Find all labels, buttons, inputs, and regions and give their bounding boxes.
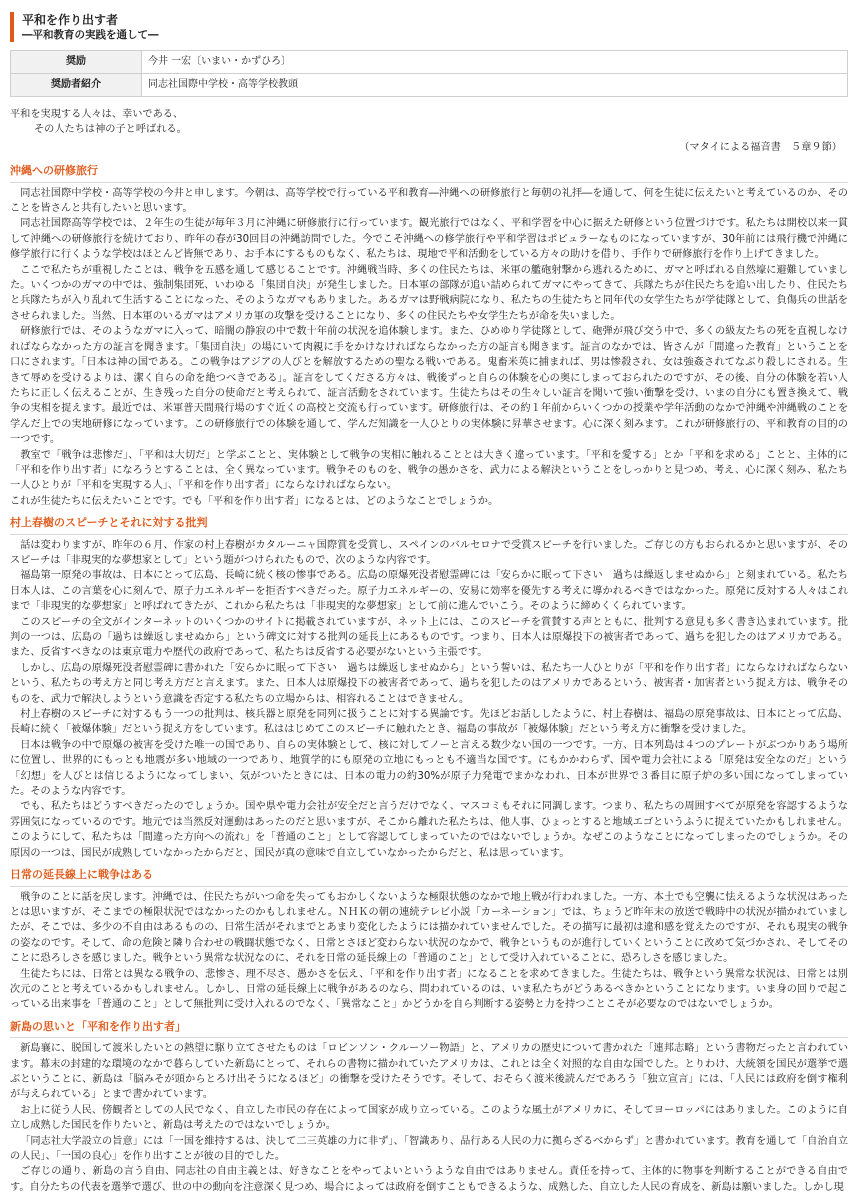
paragraph: 日本は戦争の中で原爆の被害を受けた唯一の国であり、自らの実体験として、核に対してノーと言える数少ない国の一つです。一方、日本列島は４つのプレートがぶつかりあう場所に位置し、世界的にもっとも地震が多い地域の一つであり、地質学的にも原発の立地にもっとも不適当な国です。にもかかわらず、国や電力会社による「原発は安全なのだ」という「幻想」を人びとは信じるようになってしまい、気がついたときには、日本の電力の約30%が原子力発電でまかなわれ、日本が世界で３番目に原子炉の多い国になってしまっていた。そのような内容です。 bbox=[10, 739, 848, 798]
paragraph: 生徒たちには、日常とは異なる戦争の、悲惨さ、理不尽さ、愚かさを伝え、「平和を作り出す者」になることを求めてきました。生徒たちは、戦争という異常な状況は、日常とは別次元のことと考えているかもしれません。しかし、日常の延長線上に戦争があるのなら、問われているのは、いま私たちがどうあるべきかということになります。いま身の回りで起こっている出来事を「普通のこと」として無批判に受け入れるのでなく、「異常なこと」かどうかを自ら判断する姿勢と力を持つことこそが必要なのではないでしょうか。 bbox=[10, 968, 848, 1011]
paragraph: ここで私たちが重視したことは、戦争を五感を通して感じることです。沖縄戦当時、多くの住民たちは、米軍の艦砲射撃から逃れるために、ガマと呼ばれる自然壕に避難していました。いくつかのガマの中では、強制集団死、いわゆる「集団自決」が発生しました。日本軍の部隊が追い詰められてガマにやってきて、兵隊たちが住民たちを追い出したり、住民たちと兵隊たちが入り乱れて生活することになった、そのようなガマもありました。あるガマは野戦病院になり、私たちの生徒たちと同年代の女学生たちが学徒隊として、負傷兵の世話をさせられました。当然、日本軍のいるガマはアメリカ軍の攻撃を受けることになり、多くの住民たちや女学生たちが命を失いました。 bbox=[10, 264, 848, 322]
paragraph: 戦争のことに話を戻します。沖縄では、住民たちがいつ命を失ってもおかしくないような極限状態のなかで地上戦が行われました。一方、本土でも空襲に怯えるような状況はあったとは思いますが、そこまでの極限状況ではなかったのかもしれません。ＮＨＫの朝の連続テレビ小説「カーネーション」では、ちょうど昨年末の放送で戦時中の状況が描かれていましたが、そこでは、多少の不自由はあるものの、日常生活がそれまでとあまり変化したようには描かれていませんでした。その描写に最初は違和感を覚えたのですが、それも現実の戦争の姿なのです。そして、命の危険と隣り合わせの戦闘状態でなく、日常とさほど変わらない状況のなかで、戦争というものが進行していくということに改めて気づかされ、そしてそのことに恐ろしさを感じました。戦争という異常な状況なのに、それを日常の延長線上の「普通のこと」として受け入れていることに、恐ろしさを感じました。 bbox=[10, 891, 848, 965]
section-heading: 村上春樹のスピーチとそれに対する批判 bbox=[10, 515, 848, 534]
section-heading: 新島の思いと「平和を作り出す者」 bbox=[10, 1019, 848, 1038]
title-block bbox=[10, 12, 848, 42]
paragraph: 新島襄に、脱国して渡米したいとの熱望に駆り立てさせたものは「ロビンソン・クルーソー物語」と、アメリカの歴史について書かれた「連邦志略」という書物だったと言われています。幕末の封建的な環境のなかで暮らしていた新島にとって、それらの書物に描かれていたアメリカは、これとは全く対照的な自由な国でした。とりわけ、大統領を国民が選挙で選ぶということに、新島は「脳みそが頭からとろけ出そうになるほど」の衝撃を受けたそうです。そして、おそらく渡米後読んだであろう「独立宣言」には、「人民には政府を倒す権利が与えられている」とまで書かれています。 bbox=[10, 1043, 848, 1101]
section-okinawa bbox=[10, 163, 848, 509]
paragraph: しかし、広島の原爆死没者慰霊碑に書かれた「安らかに眠って下さい 過ちは繰返しませぬから」という誓いは、私たち一人ひとりが「平和を作り出す者」にならなければならないという、私たちの考え方と同じ考え方だと言えます。また、日本人は原爆投下の被害者であって、過ちを犯したのはアメリカであるという、被害者・加害者という捉え方は、戦争そのものを、武力で解決しようという意識を否定する私たちの立場からは、相容れることはできません。 bbox=[10, 662, 848, 705]
section-murakami bbox=[10, 515, 848, 861]
paragraph: このスピーチの全文がインターネットのいくつかのサイトに掲載されていますが、ネット上には、このスピーチを賞賛する声とともに、批判する意見も多く書き込まれています。批判の一つは、広島の「過ちは繰返しませぬから」という碑文に対する批判の延長上にあるものです。つまり、日本人は原爆投下の被害者であって、過ちを犯したのはアメリカである。また、反省すべきなのは東京電力や歴代の政府であって、私たちは反省する必要がないという主張です。 bbox=[10, 616, 848, 659]
page bbox=[10, 0, 848, 1195]
info-value: 同志社国際中学校・高等学校教頭 bbox=[142, 74, 848, 97]
paragraph: 教室で「戦争は悲惨だ」、「平和は大切だ」と学ぶことと、実体験として戦争の実相に触れることとは大きく違っています。「平和を愛する」とか「平和を求める」ことと、主体的に「平和を作り出す者」になろうとすることは、全く異なっています。戦争そのものを、戦争の愚かさを、武力による解決ということをしっかりと見つめ、考え、心に深く刻み、私たち一人ひとりが「平和を実現する人」、「平和を作り出す者」にならなければならない。 bbox=[10, 449, 848, 492]
section-heading: 日常の延長線上に戦争はある bbox=[10, 867, 848, 886]
section-heading: 沖縄への研修旅行 bbox=[10, 163, 848, 182]
paragraph: 研修旅行では、そのようなガマに入って、暗闇の静寂の中で数十年前の状況を追体験します。また、ひめゆり学徒隊として、砲弾が飛び交う中で、多くの級友たちの死を直視しなければならなかった方の証言を聞きます。「集団自決」の場にいて肉親に手をかけなければならなかった方の証言も聞きます。証言のなかでは、皆さんが「間違った教育」ということを口にされます。「日本は神の国である。この戦争はアジアの人びとを解放するための聖なる戦いである。鬼畜米英に捕まれば、男は惨殺され、女は強姦されてなぶり殺しにされる。生きて辱めを受けるよりは、潔く自らの命を絶つべきである」。証言をしてくださる方々は、戦後ずっと自らの体験を心の奥にしまっておられたのですが、その後、自分の体験を若い人たちに正しく伝えることが、生き残った自分の使命だと考えられて、証言活動をされています。生徒たちはその生々しい証言を聞いて強い衝撃を受け、いまの自分にも置き換えて、戦争の実相を捉えます。最近では、米軍普天間飛行場のすぐ近くの高校と交流も行っています。研修旅行は、その約１年前からいくつかの授業や学年活動のなかで沖縄や沖縄戦のことを学んだ上での実地研修になっています。この研修旅行での体験を通して、学んだ知識を一人ひとりの実体験に昇華させます。心に深く刻みます。これが研修旅行の、平和教育の目的の一つです。 bbox=[10, 326, 848, 446]
paragraph: 村上春樹のスピーチに対するもう一つの批判は、核兵器と原発を同列に扱うことに対する異論です。先ほどお話ししたように、村上春樹は、福島の原発事故は、日本にとって広島、長崎に続く「被爆体験」だという捉え方をしています。私ははじめてこのスピーチに触れたとき、福島の事故が「被爆体験」だという考え方に衝撃を受けました。 bbox=[10, 709, 848, 736]
epigraph bbox=[10, 107, 848, 138]
paragraph: これが生徒たちに伝えたいことです。でも「平和を作り出す者」になるとは、どのようなことでしょうか。 bbox=[10, 495, 499, 507]
info-label: 奨励 bbox=[11, 51, 142, 74]
paragraph: 「同志社大学設立の旨意」には「一国を維持するは、決して二三英雄の力に非ず」、「智識あり、品行ある人民の力に拠らざるべからず」と書かれています。教育を通して「自治自立の人民」、「一国の良心」を作り出すことが彼の目的でした。 bbox=[10, 1135, 848, 1162]
epigraph-line: 平和を実現する人々は、幸いである、 bbox=[10, 109, 184, 120]
section-war-daily-life bbox=[10, 867, 848, 1013]
paragraph: お上に従う人民、傍観者としての人民でなく、自立した市民の存在によって国家が成り立っている。このような風土がアメリカに、そしてヨーロッパにはありました。このように自立し成熟した国民を作りたいと、新島は考えたのではないでしょうか。 bbox=[10, 1104, 848, 1132]
paragraph: 話は変わりますが、昨年の６月、作家の村上春樹がカタルーニャ国際賞を受賞し、スペインのバルセロナで受賞スピーチを行いました。ご存じの方もおられるかと思いますが、そのスピーチは「非現実的な夢想家として」という題がつけられたもので、次のような内容です。 bbox=[10, 539, 848, 566]
paragraph: でも、私たちはどうすべきだったのでしょうか。国や県や電力会社が安全だと言うだけでなく、マスコミもそれに同調します。つまり、私たちの周囲すべてが原発を容認するような雰囲気になっているのです。地元では当然反対運動はあったのだと思いますが、そこから離れた私たちは、他人事、ひょっとすると地域エゴというふうに捉えていたかもしれません。このようにして、私たちは「間違った方向への流れ」を「普通のこと」として容認してしまっていたのではないでしょうか。なぜこのようなことになってしまったのでしょうか。その原因の一つは、国民が成熟していなかったからだと、国民が真の意味で自立していなかったからだと、私は思っています。 bbox=[10, 801, 848, 859]
paragraph: ご存じの通り、新島の言う自由、同志社の自由主義とは、好きなことをやってよいというような自由ではありません。責任を持って、主体的に物事を判断することができる自由です。自分たちの代表を選挙で選び、世の中の動向を注意深く見つめ、場合によっては政府を倒すこともできるような、成熟した、自立した人民の育成を、新島は願いました。しかし現 bbox=[10, 1166, 848, 1193]
info-value: 今井 一宏〔いまい・かずひろ〕 bbox=[142, 51, 848, 74]
paragraph: 福島第一原発の事故は、日本にとって広島、長崎に続く核の惨事である。広島の原爆死没者慰霊碑には「安らかに眠って下さい 過ちは繰返しませぬから」と刻まれている。私たち日本人は、この言葉を心に刻んで、原子力エネルギーを拒否すべきだった。原子力エネルギーの、安易に効率を優先する考えに導かれるべきではなかった。原発に反対する人々はこれまで「非現実的な夢想家」と呼ばれてきたが、これから私たちは「非現実的な夢想家」として前に進んでいこう。そのように締めくくられています。 bbox=[10, 570, 848, 613]
page-title: 平和を作り出す者 bbox=[22, 13, 119, 27]
epigraph-line: その人たちは神の子と呼ばれる。 bbox=[34, 124, 187, 136]
paragraph: 同志社国際中学校・高等学校の今井と申します。今朝は、高等学校で行っている平和教育―沖縄への研修旅行と毎朝の礼拝―を通して、何を生徒に伝えたいと考えているのか、そのことを皆さんと共有したいと思います。 bbox=[10, 187, 848, 215]
paragraph: 同志社国際高等学校では、２年生の生徒が毎年３月に沖縄に研修旅行に行っています。観光旅行ではなく、平和学習を中心に据えた研修という位置づけです。私たちは開校以来一貫して沖縄への研修旅行を続けており、昨年の春が30回目の沖縄訪問でした。今でこそ沖縄への修学旅行や平和学習はポピュラーなものになっていますが、30年前には飛行機で沖縄に修学旅行に行くような学校はほとんど皆無であり、お手本にするものもなく、私たちは、現地で平和活動をしている方々の助けを借り、手作りで研修旅行を作り上げてきました。 bbox=[10, 218, 848, 261]
table-row bbox=[11, 74, 848, 97]
epigraph-source: （マタイによる福音書 ５章９節） bbox=[679, 141, 842, 153]
section-niijima bbox=[10, 1019, 848, 1195]
page-subtitle: ―平和教育の実践を通して― bbox=[22, 29, 159, 41]
info-table bbox=[10, 50, 848, 97]
table-row bbox=[11, 51, 848, 74]
info-label: 奨励者紹介 bbox=[11, 74, 142, 97]
